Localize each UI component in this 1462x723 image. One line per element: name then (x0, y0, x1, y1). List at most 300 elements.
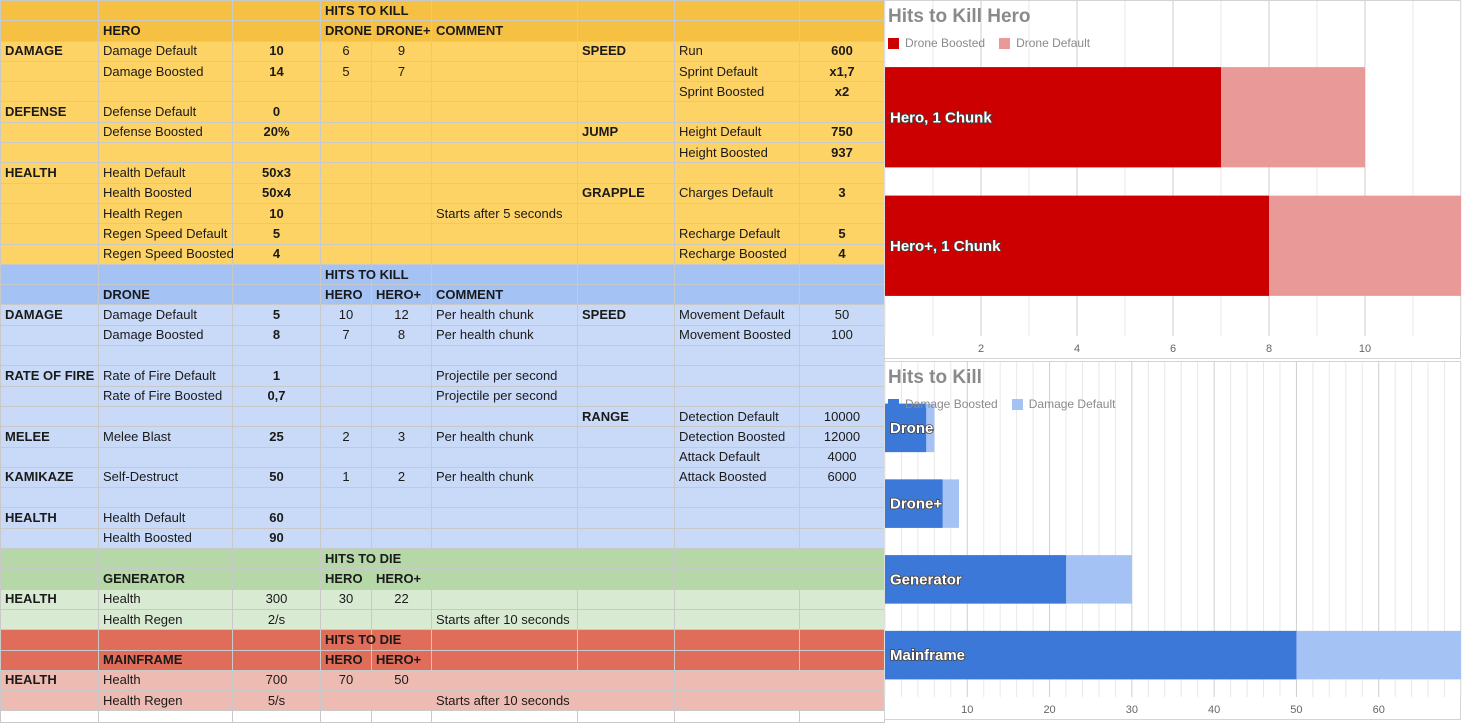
sheet-cell[interactable]: 50 (372, 670, 432, 690)
sheet-cell[interactable] (1, 244, 99, 264)
sheet-cell[interactable]: Height Boosted (675, 143, 800, 163)
sheet-cell[interactable] (1, 650, 99, 670)
sheet-cell[interactable] (432, 670, 578, 690)
sheet-cell[interactable] (372, 386, 432, 406)
sheet-cell[interactable] (578, 163, 675, 183)
sheet-cell[interactable]: 7 (321, 325, 372, 345)
sheet-cell[interactable]: Per health chunk (432, 305, 578, 325)
sheet-cell[interactable] (321, 143, 372, 163)
sheet-cell[interactable] (1, 549, 99, 569)
sheet-cell[interactable] (321, 386, 372, 406)
sheet-cell-empty[interactable] (675, 711, 800, 723)
sheet-cell[interactable] (432, 143, 578, 163)
sheet-cell[interactable]: DRONE+ (372, 21, 432, 41)
sheet-cell[interactable] (372, 528, 432, 548)
sheet-cell[interactable] (432, 569, 578, 589)
sheet-cell-empty[interactable] (99, 711, 233, 723)
sheet-cell[interactable] (372, 366, 432, 386)
sheet-cell[interactable]: Self-Destruct (99, 467, 233, 487)
sheet-cell[interactable] (233, 346, 321, 366)
sheet-cell[interactable] (800, 163, 885, 183)
sheet-cell[interactable] (321, 224, 372, 244)
sheet-cell[interactable] (372, 122, 432, 142)
sheet-cell[interactable] (675, 670, 800, 690)
sheet-cell[interactable] (578, 549, 675, 569)
sheet-cell[interactable]: COMMENT (432, 21, 578, 41)
sheet-cell[interactable]: 25 (233, 427, 321, 447)
sheet-cell[interactable] (578, 203, 675, 223)
sheet-cell[interactable] (321, 244, 372, 264)
sheet-cell[interactable]: Recharge Boosted (675, 244, 800, 264)
sheet-cell[interactable]: HITS TO KILL (321, 264, 372, 284)
sheet-cell[interactable] (372, 82, 432, 102)
sheet-cell[interactable] (321, 102, 372, 122)
sheet-cell[interactable] (675, 549, 800, 569)
sheet-cell[interactable] (432, 82, 578, 102)
sheet-cell[interactable]: Attack Boosted (675, 467, 800, 487)
sheet-cell[interactable]: HERO+ (372, 285, 432, 305)
sheet-cell[interactable] (578, 427, 675, 447)
sheet-cell[interactable] (578, 569, 675, 589)
sheet-cell[interactable]: 1 (321, 467, 372, 487)
sheet-cell[interactable] (432, 244, 578, 264)
sheet-cell[interactable]: Health Default (99, 508, 233, 528)
sheet-cell[interactable]: MAINFRAME (99, 650, 233, 670)
sheet-cell[interactable]: Defense Boosted (99, 122, 233, 142)
sheet-cell[interactable]: JUMP (578, 122, 675, 142)
sheet-cell[interactable]: 5 (233, 305, 321, 325)
sheet-cell[interactable] (321, 346, 372, 366)
sheet-cell-empty[interactable] (233, 711, 321, 723)
sheet-cell[interactable]: 10 (233, 203, 321, 223)
sheet-cell[interactable] (675, 163, 800, 183)
sheet-cell[interactable] (675, 650, 800, 670)
sheet-cell[interactable]: Health Regen (99, 691, 233, 711)
sheet-cell[interactable]: HERO (321, 650, 372, 670)
sheet-cell[interactable] (578, 102, 675, 122)
sheet-cell[interactable]: Movement Boosted (675, 325, 800, 345)
sheet-cell[interactable] (233, 569, 321, 589)
sheet-cell[interactable] (321, 609, 372, 629)
sheet-cell[interactable] (99, 447, 233, 467)
sheet-cell[interactable]: 10000 (800, 406, 885, 426)
sheet-cell[interactable]: Health Boosted (99, 183, 233, 203)
sheet-cell[interactable]: 600 (800, 41, 885, 61)
sheet-cell[interactable] (800, 346, 885, 366)
sheet-cell[interactable] (675, 366, 800, 386)
sheet-cell[interactable] (800, 691, 885, 711)
sheet-cell[interactable]: Damage Boosted (99, 61, 233, 81)
sheet-cell[interactable] (800, 670, 885, 690)
sheet-cell[interactable] (233, 549, 321, 569)
sheet-cell[interactable]: DAMAGE (1, 41, 99, 61)
sheet-cell[interactable] (800, 589, 885, 609)
sheet-cell[interactable]: 20% (233, 122, 321, 142)
sheet-cell[interactable] (432, 589, 578, 609)
sheet-cell[interactable] (1, 488, 99, 508)
sheet-cell[interactable] (99, 406, 233, 426)
sheet-cell[interactable] (675, 488, 800, 508)
sheet-cell[interactable] (321, 82, 372, 102)
sheet-cell[interactable] (578, 447, 675, 467)
sheet-cell[interactable] (578, 21, 675, 41)
sheet-cell[interactable]: 70 (321, 670, 372, 690)
sheet-cell[interactable] (372, 163, 432, 183)
sheet-cell[interactable] (432, 630, 578, 650)
sheet-cell[interactable]: Rate of Fire Boosted (99, 386, 233, 406)
sheet-cell[interactable]: 5 (321, 61, 372, 81)
sheet-cell[interactable] (1, 609, 99, 629)
sheet-cell[interactable] (578, 386, 675, 406)
sheet-cell[interactable]: SPEED (578, 41, 675, 61)
sheet-cell[interactable]: 50x4 (233, 183, 321, 203)
sheet-cell[interactable] (675, 21, 800, 41)
sheet-cell[interactable]: 8 (372, 325, 432, 345)
sheet-cell[interactable]: Recharge Default (675, 224, 800, 244)
sheet-cell[interactable]: 700 (233, 670, 321, 690)
sheet-cell[interactable] (321, 406, 372, 426)
sheet-cell[interactable]: Charges Default (675, 183, 800, 203)
sheet-cell[interactable] (432, 102, 578, 122)
sheet-cell[interactable]: 30 (321, 589, 372, 609)
sheet-cell[interactable] (372, 224, 432, 244)
sheet-cell[interactable]: 750 (800, 122, 885, 142)
sheet-cell[interactable] (99, 1, 233, 21)
sheet-cell[interactable]: Damage Boosted (99, 325, 233, 345)
sheet-cell[interactable] (675, 691, 800, 711)
sheet-cell[interactable] (1, 569, 99, 589)
sheet-cell[interactable] (675, 203, 800, 223)
sheet-cell[interactable]: Sprint Default (675, 61, 800, 81)
sheet-cell[interactable] (372, 203, 432, 223)
sheet-cell[interactable] (372, 244, 432, 264)
sheet-cell[interactable] (372, 609, 432, 629)
sheet-cell[interactable] (432, 650, 578, 670)
sheet-cell[interactable]: 5 (233, 224, 321, 244)
sheet-cell[interactable]: Damage Default (99, 305, 233, 325)
sheet-cell[interactable] (321, 447, 372, 467)
sheet-cell[interactable]: HERO (99, 21, 233, 41)
sheet-cell[interactable] (99, 346, 233, 366)
sheet-cell[interactable] (578, 224, 675, 244)
sheet-cell[interactable] (99, 488, 233, 508)
sheet-cell[interactable] (1, 143, 99, 163)
sheet-cell[interactable]: 50 (233, 467, 321, 487)
sheet-cell[interactable] (233, 650, 321, 670)
sheet-cell[interactable] (1, 346, 99, 366)
sheet-cell[interactable]: Damage Default (99, 41, 233, 61)
sheet-cell[interactable] (578, 589, 675, 609)
sheet-cell[interactable]: HERO+ (372, 650, 432, 670)
sheet-cell[interactable]: Rate of Fire Default (99, 366, 233, 386)
sheet-cell[interactable] (99, 143, 233, 163)
sheet-cell[interactable]: 1 (233, 366, 321, 386)
sheet-cell[interactable] (432, 447, 578, 467)
sheet-cell[interactable] (1, 386, 99, 406)
sheet-cell[interactable]: Starts after 5 seconds (432, 203, 578, 223)
sheet-cell[interactable] (675, 264, 800, 284)
sheet-cell[interactable] (578, 691, 675, 711)
sheet-cell[interactable] (233, 264, 321, 284)
sheet-cell[interactable] (372, 143, 432, 163)
sheet-cell[interactable] (578, 467, 675, 487)
sheet-cell[interactable]: COMMENT (432, 285, 578, 305)
sheet-cell[interactable] (578, 366, 675, 386)
sheet-cell[interactable]: HEALTH (1, 508, 99, 528)
sheet-cell[interactable]: 6 (321, 41, 372, 61)
sheet-cell[interactable] (675, 528, 800, 548)
sheet-cell[interactable]: Height Default (675, 122, 800, 142)
sheet-cell[interactable]: 7 (372, 61, 432, 81)
sheet-cell[interactable]: 90 (233, 528, 321, 548)
sheet-cell[interactable] (800, 650, 885, 670)
sheet-cell[interactable] (675, 569, 800, 589)
sheet-cell[interactable] (1, 203, 99, 223)
sheet-cell[interactable]: 4000 (800, 447, 885, 467)
sheet-cell[interactable] (578, 508, 675, 528)
sheet-cell[interactable] (432, 163, 578, 183)
sheet-cell[interactable] (1, 82, 99, 102)
sheet-cell[interactable] (321, 508, 372, 528)
sheet-cell[interactable]: 100 (800, 325, 885, 345)
sheet-cell[interactable]: HEALTH (1, 670, 99, 690)
sheet-cell[interactable]: Detection Default (675, 406, 800, 426)
sheet-cell[interactable]: Health (99, 670, 233, 690)
sheet-cell[interactable] (800, 264, 885, 284)
sheet-cell[interactable]: Regen Speed Default (99, 224, 233, 244)
sheet-cell[interactable] (1, 285, 99, 305)
sheet-cell[interactable] (233, 630, 321, 650)
sheet-cell[interactable] (1, 528, 99, 548)
sheet-cell[interactable] (372, 447, 432, 467)
sheet-cell[interactable]: HITS TO DIE (321, 549, 372, 569)
sheet-cell[interactable] (800, 102, 885, 122)
sheet-cell[interactable]: Health Default (99, 163, 233, 183)
sheet-cell[interactable] (800, 609, 885, 629)
sheet-cell[interactable] (1, 224, 99, 244)
sheet-cell[interactable] (675, 630, 800, 650)
sheet-cell[interactable] (99, 82, 233, 102)
sheet-cell[interactable] (321, 488, 372, 508)
sheet-cell[interactable] (233, 488, 321, 508)
sheet-cell[interactable] (1, 61, 99, 81)
sheet-cell[interactable] (578, 61, 675, 81)
sheet-cell[interactable]: 4 (800, 244, 885, 264)
sheet-cell[interactable]: 5/s (233, 691, 321, 711)
sheet-cell-empty[interactable] (578, 711, 675, 723)
sheet-cell[interactable]: Per health chunk (432, 325, 578, 345)
sheet-cell[interactable] (578, 528, 675, 548)
sheet-cell[interactable]: GENERATOR (99, 569, 233, 589)
sheet-cell[interactable] (675, 1, 800, 21)
sheet-cell[interactable] (800, 285, 885, 305)
sheet-cell[interactable]: Sprint Boosted (675, 82, 800, 102)
sheet-cell[interactable] (233, 21, 321, 41)
sheet-cell[interactable]: 3 (800, 183, 885, 203)
sheet-cell[interactable]: x2 (800, 82, 885, 102)
sheet-cell[interactable] (372, 102, 432, 122)
sheet-cell[interactable] (800, 630, 885, 650)
sheet-cell[interactable] (1, 21, 99, 41)
sheet-cell[interactable]: 2/s (233, 609, 321, 629)
sheet-cell[interactable]: Per health chunk (432, 467, 578, 487)
sheet-cell[interactable]: 12000 (800, 427, 885, 447)
sheet-cell[interactable] (372, 183, 432, 203)
sheet-cell[interactable] (233, 447, 321, 467)
sheet-cell[interactable]: HERO+ (372, 569, 432, 589)
sheet-cell[interactable]: 9 (372, 41, 432, 61)
sheet-cell[interactable]: HITS TO KILL (321, 1, 372, 21)
sheet-cell[interactable] (432, 488, 578, 508)
sheet-cell[interactable] (800, 1, 885, 21)
sheet-cell[interactable] (800, 488, 885, 508)
sheet-cell[interactable] (432, 1, 578, 21)
sheet-cell[interactable]: DRONE (99, 285, 233, 305)
sheet-cell[interactable] (1, 325, 99, 345)
sheet-cell[interactable] (578, 264, 675, 284)
sheet-cell[interactable]: 4 (233, 244, 321, 264)
sheet-cell[interactable]: Defense Default (99, 102, 233, 122)
sheet-cell[interactable] (675, 508, 800, 528)
sheet-cell[interactable]: 300 (233, 589, 321, 609)
sheet-cell[interactable] (578, 82, 675, 102)
sheet-cell[interactable] (1, 691, 99, 711)
sheet-cell[interactable]: 12 (372, 305, 432, 325)
sheet-cell[interactable] (233, 406, 321, 426)
sheet-cell[interactable] (432, 61, 578, 81)
sheet-cell[interactable]: 3 (372, 427, 432, 447)
sheet-cell[interactable]: SPEED (578, 305, 675, 325)
sheet-cell[interactable] (1, 447, 99, 467)
sheet-cell[interactable] (321, 366, 372, 386)
sheet-cell[interactable] (1, 406, 99, 426)
sheet-cell[interactable] (432, 528, 578, 548)
sheet-cell[interactable] (578, 650, 675, 670)
sheet-cell[interactable] (372, 406, 432, 426)
sheet-cell[interactable]: DEFENSE (1, 102, 99, 122)
sheet-cell[interactable] (99, 264, 233, 284)
sheet-cell[interactable]: 60 (233, 508, 321, 528)
sheet-cell[interactable]: DAMAGE (1, 305, 99, 325)
sheet-cell[interactable]: HEALTH (1, 163, 99, 183)
sheet-cell[interactable] (675, 102, 800, 122)
sheet-cell[interactable] (800, 528, 885, 548)
sheet-cell[interactable] (432, 224, 578, 244)
sheet-cell[interactable] (432, 264, 578, 284)
sheet-cell[interactable] (99, 549, 233, 569)
sheet-cell[interactable] (1, 630, 99, 650)
sheet-cell[interactable]: 0 (233, 102, 321, 122)
sheet-cell[interactable]: 0,7 (233, 386, 321, 406)
sheet-cell-empty[interactable] (1, 711, 99, 723)
sheet-cell[interactable] (675, 386, 800, 406)
sheet-cell[interactable] (800, 366, 885, 386)
sheet-cell-empty[interactable] (800, 711, 885, 723)
sheet-cell[interactable] (321, 183, 372, 203)
sheet-cell[interactable] (99, 630, 233, 650)
sheet-cell[interactable] (800, 386, 885, 406)
sheet-cell[interactable] (432, 183, 578, 203)
sheet-cell[interactable]: HERO (321, 569, 372, 589)
sheet-cell[interactable] (432, 406, 578, 426)
sheet-cell[interactable]: GRAPPLE (578, 183, 675, 203)
sheet-cell[interactable] (578, 488, 675, 508)
sheet-cell-empty[interactable] (432, 711, 578, 723)
sheet-cell-empty[interactable] (372, 711, 432, 723)
sheet-cell[interactable]: MELEE (1, 427, 99, 447)
sheet-cell[interactable]: 937 (800, 143, 885, 163)
sheet-cell[interactable]: 50 (800, 305, 885, 325)
sheet-cell[interactable]: HEALTH (1, 589, 99, 609)
sheet-cell[interactable] (432, 508, 578, 528)
sheet-cell[interactable] (800, 569, 885, 589)
sheet-cell[interactable]: Movement Default (675, 305, 800, 325)
sheet-cell[interactable]: Starts after 10 seconds (432, 609, 578, 629)
sheet-cell[interactable]: 14 (233, 61, 321, 81)
sheet-cell[interactable] (578, 285, 675, 305)
sheet-cell[interactable] (1, 122, 99, 142)
sheet-cell[interactable]: KAMIKAZE (1, 467, 99, 487)
sheet-cell[interactable] (432, 346, 578, 366)
sheet-cell[interactable]: 10 (233, 41, 321, 61)
sheet-cell[interactable]: Health Boosted (99, 528, 233, 548)
sheet-cell[interactable] (578, 609, 675, 629)
sheet-cell[interactable] (372, 488, 432, 508)
sheet-cell[interactable]: Health (99, 589, 233, 609)
sheet-cell-empty[interactable] (321, 711, 372, 723)
sheet-cell[interactable] (372, 691, 432, 711)
sheet-cell[interactable] (432, 549, 578, 569)
sheet-cell[interactable]: Starts after 10 seconds (432, 691, 578, 711)
sheet-cell[interactable] (321, 691, 372, 711)
sheet-cell[interactable] (372, 346, 432, 366)
sheet-cell[interactable] (578, 143, 675, 163)
sheet-cell[interactable] (578, 244, 675, 264)
sheet-cell[interactable] (1, 1, 99, 21)
sheet-cell[interactable]: 5 (800, 224, 885, 244)
sheet-cell[interactable] (578, 670, 675, 690)
sheet-cell[interactable]: Attack Default (675, 447, 800, 467)
sheet-cell[interactable] (675, 346, 800, 366)
sheet-cell[interactable] (233, 285, 321, 305)
sheet-cell[interactable] (233, 82, 321, 102)
sheet-cell[interactable]: x1,7 (800, 61, 885, 81)
sheet-cell[interactable]: Regen Speed Boosted (99, 244, 233, 264)
sheet-cell[interactable]: HERO (321, 285, 372, 305)
sheet-cell[interactable] (675, 589, 800, 609)
sheet-cell[interactable] (578, 630, 675, 650)
sheet-cell[interactable] (372, 508, 432, 528)
sheet-cell[interactable]: RATE OF FIRE (1, 366, 99, 386)
sheet-cell[interactable]: 2 (372, 467, 432, 487)
sheet-cell[interactable]: Projectile per second (432, 386, 578, 406)
sheet-cell[interactable] (800, 21, 885, 41)
sheet-cell[interactable] (233, 143, 321, 163)
sheet-cell[interactable] (578, 346, 675, 366)
sheet-cell[interactable] (321, 122, 372, 142)
sheet-cell[interactable]: DRONE (321, 21, 372, 41)
sheet-cell[interactable] (578, 1, 675, 21)
sheet-cell[interactable] (800, 508, 885, 528)
sheet-cell[interactable]: Health Regen (99, 203, 233, 223)
sheet-cell[interactable]: HITS TO DIE (321, 630, 372, 650)
sheet-cell[interactable]: RANGE (578, 406, 675, 426)
sheet-cell[interactable] (321, 528, 372, 548)
sheet-cell[interactable] (321, 203, 372, 223)
sheet-cell[interactable]: Detection Boosted (675, 427, 800, 447)
sheet-cell[interactable] (578, 325, 675, 345)
sheet-cell[interactable]: Run (675, 41, 800, 61)
